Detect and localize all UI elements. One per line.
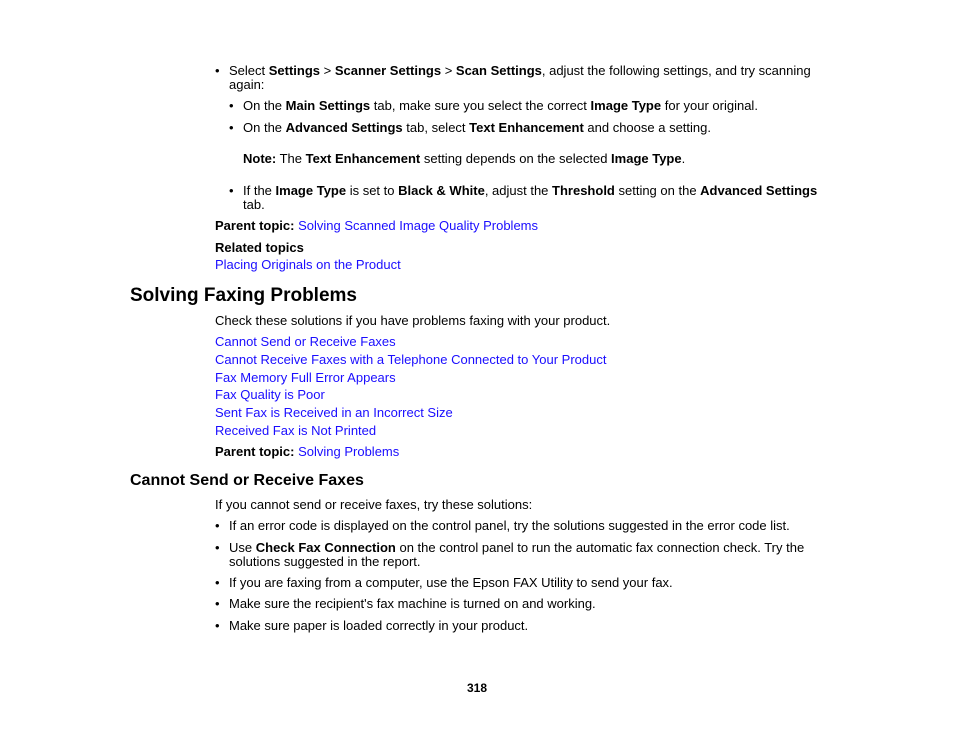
related-topic-link[interactable]: Placing Originals on the Product xyxy=(215,257,401,272)
bullet: • xyxy=(215,596,220,611)
intro-text: If you cannot send or receive faxes, try these solutions: xyxy=(215,497,533,512)
related-topics-label: Related topics xyxy=(215,240,304,255)
bullet: • xyxy=(215,518,220,533)
parent-topic-label: Parent topic: xyxy=(215,444,295,459)
parent-topic xyxy=(215,218,538,233)
intro-text: Check these solutions if you have problems faxing with your product. xyxy=(215,313,611,328)
list-item-continued: solutions suggested in the report. xyxy=(229,554,421,569)
parent-topic xyxy=(215,444,399,459)
topic-link[interactable]: Fax Quality is Poor xyxy=(215,387,325,402)
parent-topic-label: Parent topic: xyxy=(215,218,295,233)
list-item: If an error code is displayed on the control panel, try the solutions suggested in the error code list. xyxy=(229,518,790,533)
bullet: • xyxy=(215,575,220,590)
bullet: • xyxy=(215,63,220,78)
list-item-continued: again: xyxy=(229,77,265,92)
list-item: On the Advanced Settings tab, select Text Enhancement and choose a setting. xyxy=(243,120,711,135)
list-item-continued: tab. xyxy=(243,197,265,212)
page-number: 318 xyxy=(466,681,488,695)
topic-link[interactable]: Received Fax is Not Printed xyxy=(215,423,377,438)
bullet: • xyxy=(229,98,234,113)
subsection-heading: Cannot Send or Receive Faxes xyxy=(130,472,364,489)
note: Note: The Text Enhancement setting depends on the selected Image Type. xyxy=(243,151,686,166)
list-item: Use Check Fax Connection on the control panel to run the automatic fax connection check. Try the xyxy=(229,540,805,555)
list-item: Select Settings > Scanner Settings > Scan Settings, adjust the following settings, and try scanning xyxy=(229,63,811,78)
parent-topic-link[interactable]: Solving Scanned Image Quality Problems xyxy=(298,218,538,233)
bullet: • xyxy=(229,120,234,135)
list-item: Make sure paper is loaded correctly in your product. xyxy=(229,618,529,633)
bullet: • xyxy=(215,618,220,633)
topic-link[interactable]: Cannot Receive Faxes with a Telephone Connected to Your Product xyxy=(215,352,607,367)
topic-link[interactable]: Sent Fax is Received in an Incorrect Size xyxy=(215,405,453,420)
list-item: On the Main Settings tab, make sure you select the correct Image Type for your original. xyxy=(243,98,758,113)
bullet: • xyxy=(229,183,234,198)
list-item: If the Image Type is set to Black & White, adjust the Threshold setting on the Advanced Settings xyxy=(243,183,818,198)
parent-topic-link[interactable]: Solving Problems xyxy=(298,444,400,459)
bullet: • xyxy=(215,540,220,555)
section-heading: Solving Faxing Problems xyxy=(130,285,357,306)
list-item: If you are faxing from a computer, use the Epson FAX Utility to send your fax. xyxy=(229,575,673,590)
topic-link[interactable]: Cannot Send or Receive Faxes xyxy=(215,334,396,349)
topic-link[interactable]: Fax Memory Full Error Appears xyxy=(215,370,396,385)
list-item: Make sure the recipient's fax machine is turned on and working. xyxy=(229,596,596,611)
